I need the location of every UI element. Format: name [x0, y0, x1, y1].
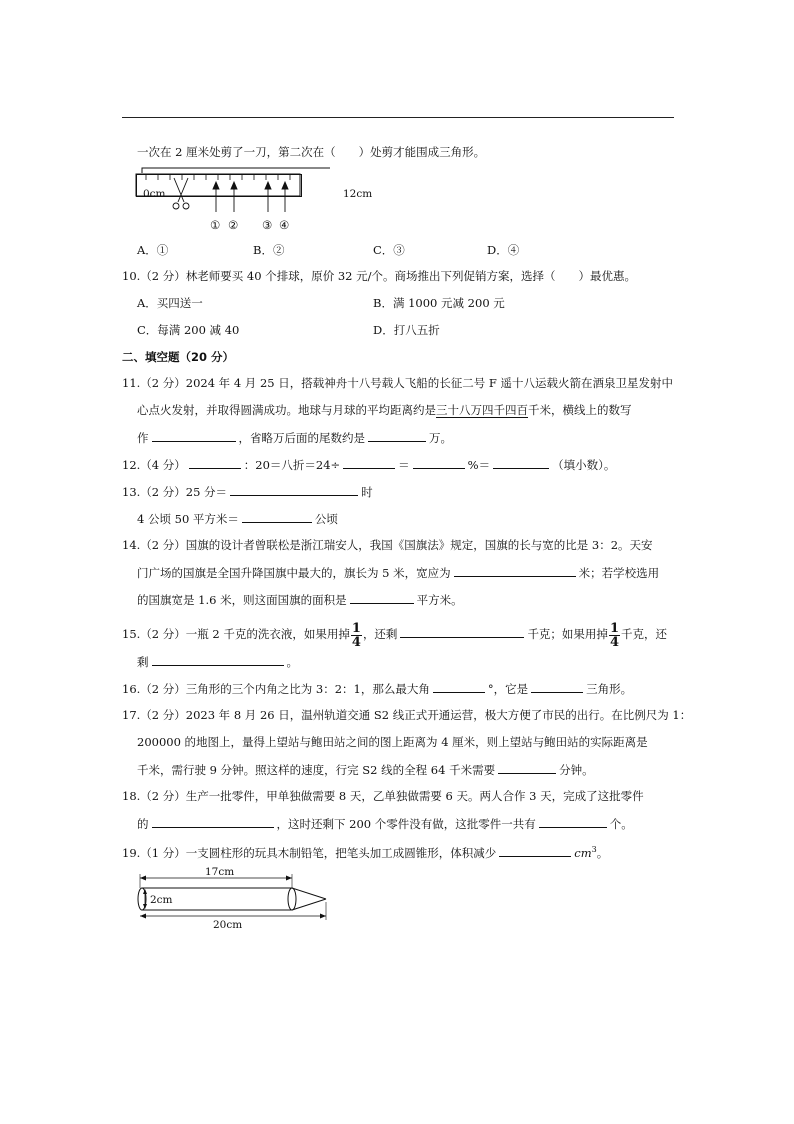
- q18-line1: 18.（2 分）生产一批零件，甲单独做需要 8 天，乙单独做需要 6 天。两人合作 3 天，完成了这批零件: [122, 789, 644, 803]
- q16-blank-1[interactable]: [433, 680, 485, 693]
- q12-blank-4[interactable]: [493, 456, 549, 469]
- mark-3: ③: [262, 218, 273, 232]
- q11-line3: 作 ，省略万后面的尾数约是 万。: [137, 431, 452, 445]
- q16-line: 16.（2 分）三角形的三个内角之比为 3：2：1，那么最大角 °，它是 三角形。: [122, 682, 633, 696]
- section-heading: 二、填空题（20 分）: [122, 350, 235, 364]
- q13-blank-1[interactable]: [230, 483, 358, 496]
- q15-fraction-2: $\frac{1}{4}$: [609, 620, 619, 650]
- q14-line2: 门广场的国旗是全国升降国旗中最大的，旗长为 5 米，宽应为 米；若学校选用: [137, 566, 660, 580]
- q17-blank[interactable]: [498, 761, 556, 774]
- q17-line1: 17.（2 分）2023 年 8 月 26 日，温州轨道交通 S2 线正式开通运营，极大方便了市民的出行。在比例尺为 1：: [122, 708, 692, 722]
- q15-line2: 剩 。: [137, 655, 298, 669]
- q10-option-d[interactable]: D．打八五折: [373, 323, 440, 337]
- q15-blank-2[interactable]: [152, 653, 284, 666]
- q11-underlined-number: 三十八万四千四百: [436, 403, 528, 417]
- q16-blank-2[interactable]: [531, 680, 583, 693]
- q15-blank-1[interactable]: [400, 625, 524, 638]
- mark-4: ④: [279, 218, 290, 232]
- q15-line1: 15.（2 分）一瓶 2 千克的洗衣液，如果用掉 $\frac{1}{4}$ ，还剩 千克；如果用掉 $\frac{1}{4}$ 千克，还: [122, 620, 667, 650]
- q17-line3: 千米，需行驶 9 分钟。照这样的速度，行完 S2 线的全程 64 千米需要 分钟。: [137, 763, 594, 777]
- ruler-extension: [310, 164, 330, 204]
- mark-2: ②: [228, 218, 239, 232]
- q15-fraction-1: $\frac{1}{4}$: [351, 620, 361, 650]
- pencil-dim-2: 2cm: [150, 894, 173, 906]
- q12-blank-2[interactable]: [343, 456, 395, 469]
- q14-blank-1[interactable]: [454, 564, 576, 577]
- q11-line2: 心点火发射，并取得圆满成功。地球与月球的平均距离约是三十八万四千四百千米，横线上的数写: [137, 403, 632, 417]
- q10-option-a[interactable]: A．买四送一: [137, 296, 203, 310]
- mark-1: ①: [210, 218, 221, 232]
- q10-option-b[interactable]: B．满 1000 元减 200 元: [373, 296, 505, 310]
- q12-blank-3[interactable]: [413, 456, 465, 469]
- q10-option-c[interactable]: C．每满 200 减 40: [137, 323, 240, 337]
- q9-option-d[interactable]: D．④: [487, 243, 520, 257]
- q17-line2: 200000 的地图上，量得上望站与鲍田站之间的图上距离为 4 厘米，则上望站与鲍田站的实际距离是: [137, 735, 648, 749]
- ruler-twelve-label: 12cm: [343, 188, 373, 200]
- q9-text: 一次在 2 厘米处剪了一刀，第二次在（ ）处剪才能围成三角形。: [137, 145, 486, 159]
- q13-line1: 13.（2 分）25 分＝ 时: [122, 485, 373, 499]
- ruler-zero-label: 0cm: [143, 188, 166, 200]
- q14-line1: 14.（2 分）国旗的设计者曾联松是浙江瑞安人，我国《国旗法》规定，国旗的长与宽的比是 3：2。天安: [122, 538, 653, 552]
- pencil-dim-17: 17cm: [205, 866, 235, 878]
- q19-blank[interactable]: [499, 844, 571, 857]
- q18-blank-2[interactable]: [539, 815, 607, 828]
- q14-blank-2[interactable]: [350, 591, 414, 604]
- q18-blank-1[interactable]: [152, 815, 274, 828]
- q11-blank-1[interactable]: [152, 429, 236, 442]
- q12-blank-1[interactable]: [189, 456, 241, 469]
- q18-line2: 的 ，这时还剩下 200 个零件没有做，这批零件一共有 个。: [137, 817, 633, 831]
- q14-line3: 的国旗宽是 1.6 米，则这面国旗的面积是 平方米。: [137, 593, 463, 607]
- q11-line1: 11.（2 分）2024 年 4 月 25 日，搭载神舟十八号载人飞船的长征二号 F 遥十八运载火箭在酒泉卫星发射中: [122, 376, 674, 390]
- q13-blank-2[interactable]: [242, 510, 312, 523]
- q9-option-b[interactable]: B．②: [253, 243, 285, 257]
- q13-line2: 4 公顷 50 平方米＝ 公顷: [137, 512, 338, 526]
- q10-stem: 10.（2 分）林老师要买 40 个排球，原价 32 元/个。商场推出下列促销方案，选择（ ）最优惠。: [122, 269, 637, 283]
- q12-line: 12.（4 分） ：20＝八折＝24÷ ＝ %＝ （填小数）。: [122, 458, 616, 472]
- q11-blank-2[interactable]: [368, 429, 426, 442]
- pencil-dim-20: 20cm: [213, 919, 243, 931]
- q19-line: 19.（1 分）一支圆柱形的玩具木制铅笔，把笔头加工成圆锥形，体积减少 $cm^3$。: [122, 845, 609, 860]
- q9-option-c[interactable]: C．③: [373, 243, 405, 257]
- header-rule: [122, 117, 674, 118]
- q9-option-a[interactable]: A．①: [137, 243, 169, 257]
